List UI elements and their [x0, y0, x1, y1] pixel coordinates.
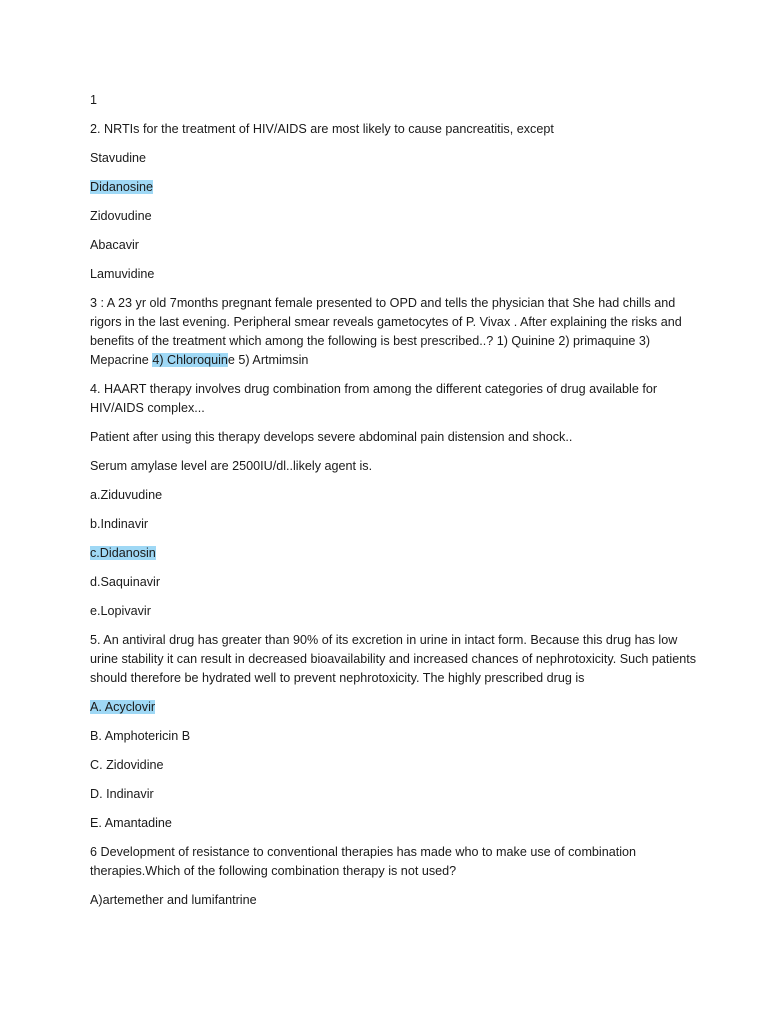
q5-option-a — [90, 698, 696, 717]
q4-option-b: b.Indinavir — [90, 517, 149, 531]
q4-option-d: d.Saquinavir — [90, 575, 161, 589]
page-number: 1 — [90, 93, 98, 107]
q4-option-c — [90, 544, 696, 563]
question-3 — [90, 294, 696, 370]
question-6: 6 Development of resistance to conventional therapies has made who to make use of combination therapies.Which of the following combination therapy is not used? — [90, 845, 637, 878]
q3-text: 3 : A 23 yr old 7months pregnant female presented to OPD and tells the physician that She had chills and rigors in the last evening. Peripheral smear reveals gametocytes of P. Vivax . After explaining the risks and benefits of the treatment which among the following is best prescribed..? 1) Quinine 2) primaquine 3) Mepacrine — [90, 296, 682, 367]
q2-option-1: Stavudine — [90, 151, 147, 165]
q4-option-a: a.Ziduvudine — [90, 488, 163, 502]
highlighted-answer: 4) Chloroquin — [152, 353, 228, 367]
highlighted-answer: A. Acyclovir — [90, 700, 156, 714]
q6-option-a: A)artemether and lumifantrine — [90, 893, 257, 907]
question-4: 4. HAART therapy involves drug combination from among the different categories of drug available for HIV/AIDS complex... — [90, 382, 658, 415]
q2-option-5: Lamuvidine — [90, 267, 155, 281]
q4-option-e: e.Lopivavir — [90, 604, 151, 618]
q2-option-4: Abacavir — [90, 238, 139, 252]
q2-option-2 — [90, 178, 696, 197]
highlighted-answer: Didanosine — [90, 180, 154, 194]
q5-option-d: D. Indinavir — [90, 787, 154, 801]
highlighted-answer: c.Didanosin — [90, 546, 156, 560]
question-5: 5. An antiviral drug has greater than 90% of its excretion in urine in intact form. Because this drug has low urine stability it can result in decreased bioavailability and increased chances of nephrotoxicity. Such patients should therefore be hydrated well to prevent nephrotoxicity. The highly prescribed drug is — [90, 633, 697, 685]
q5-option-b: B. Amphotericin B — [90, 729, 191, 743]
question-2: 2. NRTIs for the treatment of HIV/AIDS are most likely to cause pancreatitis, except — [90, 122, 554, 136]
q2-option-3: Zidovudine — [90, 209, 152, 223]
q5-option-e: E. Amantadine — [90, 816, 172, 830]
q4-line-3: Serum amylase level are 2500IU/dl..likely agent is. — [90, 459, 373, 473]
q4-line-2: Patient after using this therapy develops severe abdominal pain distension and shock.. — [90, 430, 573, 444]
q3-text-end: e 5) Artmimsin — [227, 353, 309, 367]
q5-option-c: C. Zidovidine — [90, 758, 164, 772]
